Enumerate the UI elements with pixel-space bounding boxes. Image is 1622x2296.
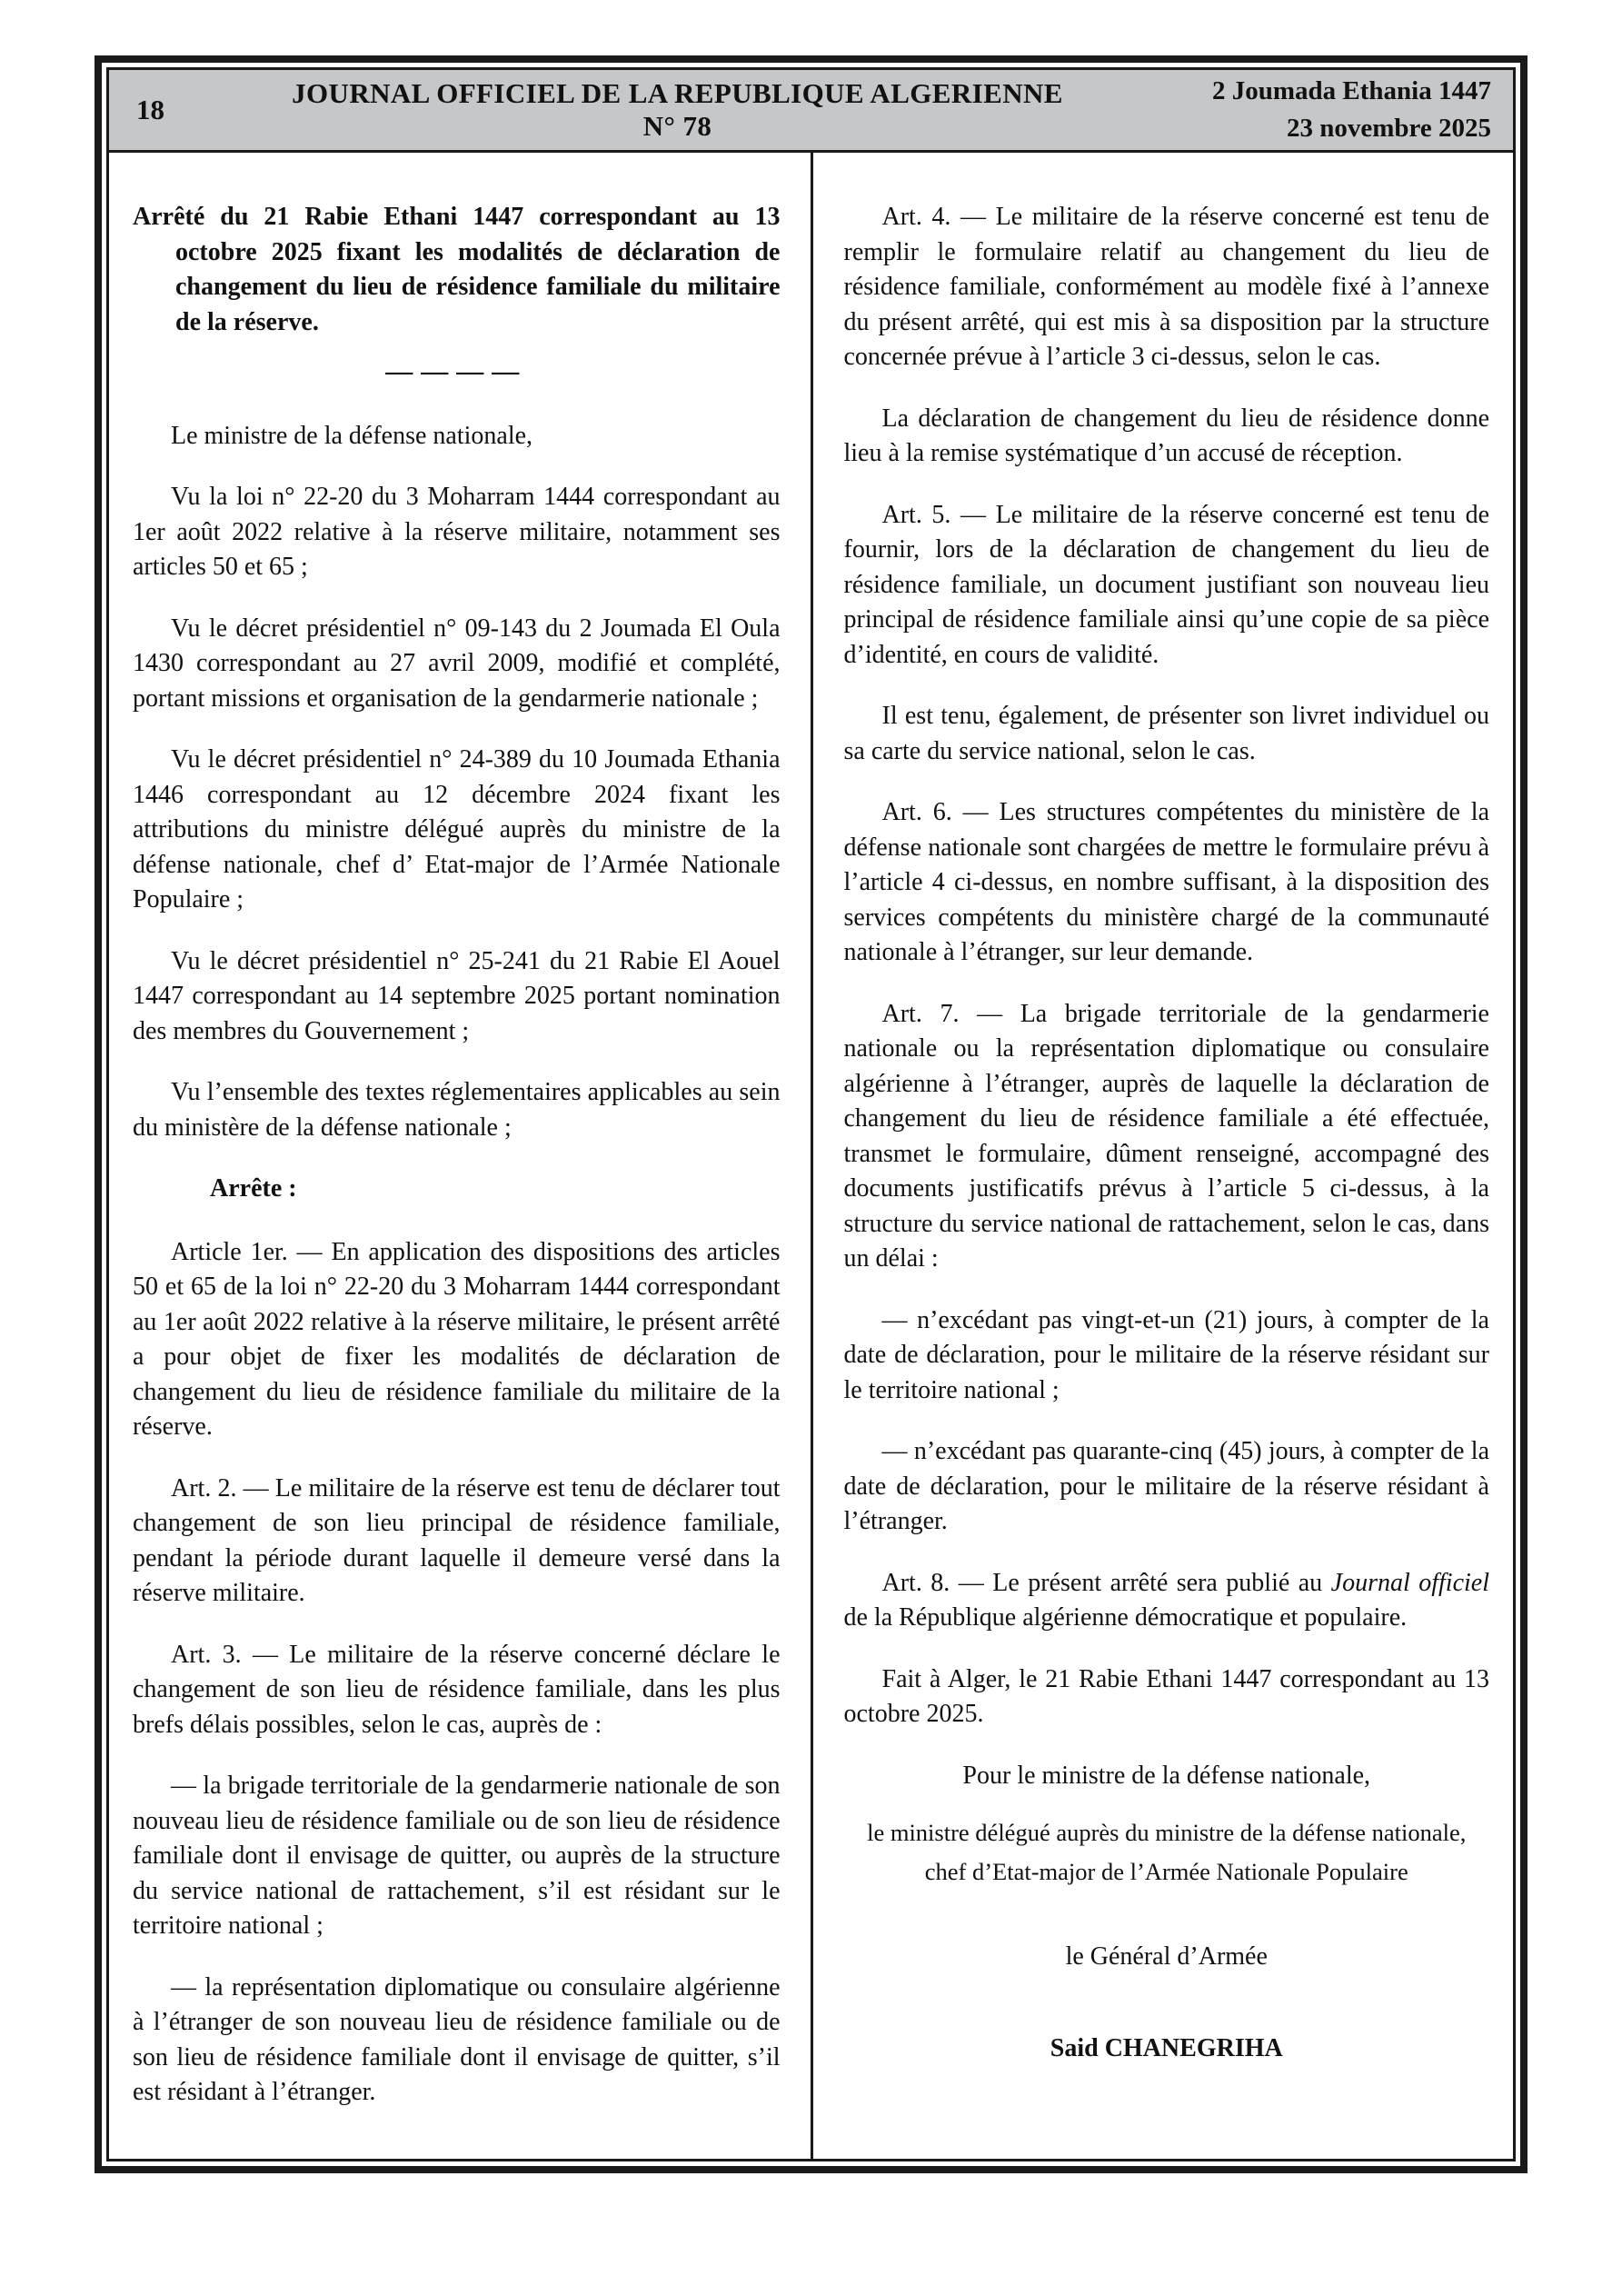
arrete-label: Arrête :	[210, 1174, 297, 1203]
list-item-paragraph: — la représentation diplomatique ou consulaire algérienne à l’étranger de son nouveau lieu de résidence familiale ou de son lieu de résidence familiale dont il envisage de quitter, s’il est résidant à l’étranger.	[133, 1972, 781, 2106]
article-paragraph: Article 1er. — En application des dispositions des articles 50 et 65 de la loi n° 22-20 du 3 Moharram 1444 correspondant au 1er août 2022 relative à la réserve militaire, le présent arrêté a pour objet de fixer les modalités de déclaration de changement du lieu de résidence familiale du militaire de la réserve.	[133, 1237, 781, 1441]
list-item-paragraph: — n’excédant pas quarante-cinq (45) jours, à compter de la date de déclaration, pour le militaire de la réserve résidant à l’étranger.	[843, 1437, 1489, 1535]
article-paragraph: La déclaration de changement du lieu de résidence donne lieu à la remise systématique d’un accusé de réception.	[843, 404, 1489, 467]
article-paragraph: Il est tenu, également, de présenter son livret individuel ou sa carte du service national, selon le cas.	[843, 702, 1489, 765]
article-paragraph: Art. 2. — Le militaire de la réserve est tenu de déclarer tout changement de son lieu principal de résidence familiale, pendant la période durant laquelle il demeure versé dans la réserve militaire.	[133, 1473, 781, 1607]
list-item-paragraph: — la brigade territoriale de la gendarmerie nationale de son nouveau lieu de résidence familiale ou de son lieu de résidence familiale dont il envisage de quitter, ou auprès de la structure du service national de rattachement, s’il est résidant sur le territoire national ;	[133, 1772, 781, 1940]
page-frame	[95, 55, 1527, 2173]
journal-title: JOURNAL OFFICIEL DE LA REPUBLIQUE ALGERIENNE N° 78	[292, 77, 1063, 142]
section-separator: ————	[385, 356, 528, 386]
article-paragraph: Art. 7. — La brigade territoriale de la gendarmerie nationale ou la représentation diplomatique ou consulaire algérienne à l’étranger, auprès de laquelle la déclaration de changement du lieu de résidence familiale a été effectuée, transmet le formulaire, dûment renseigné, accompagné des documents justificatifs prévus à l’article 5 ci-dessus, à la structure du service national de rattachement, selon le cas, dans un délai :	[843, 999, 1489, 1273]
fait-line: Fait à Alger, le 21 Rabie Ethani 1447 correspondant au 13 octobre 2025.	[843, 1664, 1489, 1728]
article-paragraph: Art. 4. — Le militaire de la réserve concerné est tenu de remplir le formulaire relatif au changement du lieu de résidence familiale, conformément au modèle fixé à l’annexe du présent arrêté, qui est mis à sa disposition par la structure concernée prévue à l’article 3 ci-dessus, selon le cas.	[843, 203, 1489, 371]
article-paragraph: Art. 5. — Le militaire de la réserve concerné est tenu de fournir, lors de la déclaration de changement du lieu de résidence familiale, un document justifiant son nouveau lieu principal de résidence familiale ainsi qu’une copie de sa pièce d’identité, en cours de validité.	[843, 500, 1489, 669]
header-dates	[1082, 73, 1513, 147]
decree-heading: Arrêté du 21 Rabie Ethani 1447 correspondant au 13 octobre 2025 fixant les modalités de déclaration de changement du lieu de résidence familiale du militaire de la réserve.	[133, 203, 781, 336]
article-8-paragraph	[844, 1566, 1490, 1636]
signature-name: Said CHANEGRIHA	[1050, 2033, 1283, 2062]
article-paragraph: Art. 3. — Le militaire de la réserve concerné déclare le changement de son lieu de résidence familiale, dans les plus brefs délais possibles, selon le cas, auprès de :	[133, 1640, 781, 1739]
journal-header	[109, 70, 1513, 153]
left-column	[109, 153, 811, 2159]
page-body	[109, 153, 1513, 2159]
article-8-suffix: de la République algérienne démocratique et populaire.	[843, 1603, 1408, 1632]
right-column	[811, 153, 1514, 2159]
visa-paragraph: Vu le décret présidentiel n° 24-389 du 10 Joumada Ethania 1446 correspondant au 12 décembre 2024 fixant les attributions du ministre délégué auprès du ministre de la défense nationale, chef d’ Etat-major de l’Armée Nationale Populaire ;	[133, 745, 781, 913]
article-8-prefix: Art. 8. — Le présent arrêté sera publié au	[881, 1568, 1331, 1597]
visa-paragraph: Vu le décret présidentiel n° 25-241 du 21 Rabie El Aouel 1447 correspondant au 14 septembre 2025 portant nomination des membres du Gouvernement ;	[133, 946, 781, 1045]
visa-paragraph: Vu la loi n° 22-20 du 3 Moharram 1444 correspondant au 1er août 2022 relative à la réserve militaire, notamment ses articles 50 et 65 ;	[133, 483, 781, 581]
signature-for-line: Pour le ministre de la défense nationale,	[962, 1761, 1371, 1790]
date-hijri: 2 Joumada Ethania 1447	[1212, 76, 1491, 105]
minister-line: Le ministre de la défense nationale,	[171, 421, 533, 450]
signature-delegate-line1: le ministre délégué auprès du ministre de la défense nationale,	[867, 1819, 1467, 1846]
journal-officiel-italic: Journal officiel	[1330, 1568, 1489, 1597]
article-paragraph: Art. 6. — Les structures compétentes du ministère de la défense nationale sont chargées de mettre le formulaire prévu à l’article 4 ci-dessus, en nombre suffisant, à la disposition des services compétents du ministère chargé de la communauté nationale à l’étranger, sur leur demande.	[843, 798, 1489, 966]
signature-delegate-line2: chef d’Etat-major de l’Armée Nationale Populaire	[924, 1857, 1408, 1885]
visa-paragraph: Vu le décret présidentiel n° 09-143 du 2 Joumada El Oula 1430 correspondant au 27 avril 2009, modifié et complété, portant missions et organisation de la gendarmerie nationale ;	[133, 614, 781, 713]
date-gregorian: 23 novembre 2025	[1286, 114, 1491, 143]
list-item-paragraph: — n’excédant pas vingt-et-un (21) jours, à compter de la date de déclaration, pour le militaire de la réserve résidant sur le territoire national ;	[843, 1305, 1489, 1404]
visa-paragraph: Vu l’ensemble des textes réglementaires applicables au sein du ministère de la défense nationale ;	[133, 1078, 781, 1142]
page-number: 18	[136, 94, 164, 125]
column-divider	[811, 153, 813, 2159]
signature-rank-line: le Général d’Armée	[1065, 1942, 1268, 1971]
page-frame-inner	[106, 67, 1516, 2161]
